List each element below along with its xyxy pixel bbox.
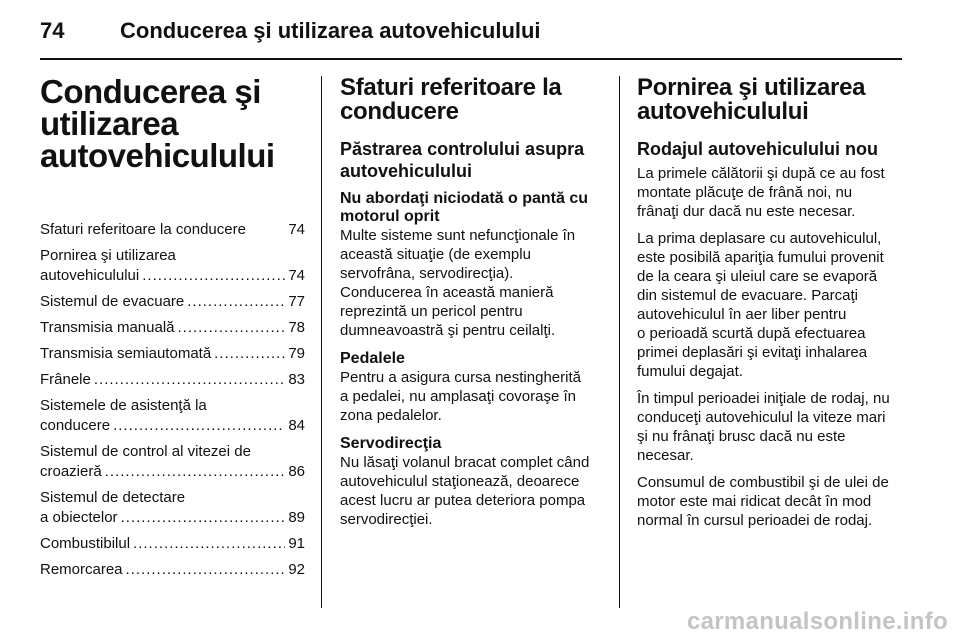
toc-leader-dots	[214, 344, 285, 364]
toc-line	[40, 266, 305, 286]
table-of-contents	[40, 220, 305, 580]
toc-entry-title: Remorcarea	[40, 561, 123, 578]
toc-entry[interactable]	[40, 318, 305, 338]
page-number: 74	[40, 18, 65, 43]
toc-leader-dots	[105, 462, 286, 482]
toc-line	[40, 534, 305, 554]
toc-entry[interactable]	[40, 370, 305, 390]
toc-leader-dots	[121, 508, 286, 528]
toc-page-number: 79	[288, 345, 305, 362]
toc-entry-title: Sistemele de asistenţă la	[40, 397, 207, 414]
toc-page-number: 84	[288, 417, 305, 434]
toc-page-number: 77	[288, 293, 305, 310]
toc-entry-title: Pornirea şi utilizarea	[40, 247, 176, 264]
toc-entry[interactable]	[40, 534, 305, 554]
paragraph-power-steering: Nu lăsaţi volanul bracat complet când autovehiculul staţionează, deoarece acest lucru ar putea deteriora pompa servodirecţiei.	[340, 454, 590, 528]
paragraph-running-in: La prima deplasare cu autovehiculul, este posibilă apariţia fumului provenit de la ceara şi uleiul care se evaporă din sistemul de evacuare. Parcaţi autovehiculul în aer liber pentru o perioadă scurtă după efectuarea primei deplasări şi evitaţi inhalarea fumului degajat.	[637, 230, 884, 380]
topic-title-engine-off: Nu abordaţi niciodată o pantă cu motorul oprit	[340, 190, 589, 225]
toc-line	[40, 442, 305, 462]
toc-line	[40, 220, 305, 240]
toc-line	[40, 344, 305, 364]
toc-entry-title: Sistemul de control al vitezei de	[40, 443, 251, 460]
toc-entry[interactable]	[40, 560, 305, 580]
toc-line	[40, 292, 305, 312]
subheading-running-in: Rodajul autovehiculului nou	[637, 139, 878, 159]
column-toc	[40, 73, 305, 586]
toc-entry[interactable]	[40, 292, 305, 312]
toc-line	[40, 560, 305, 580]
toc-line	[40, 246, 305, 266]
toc-page-number: 83	[288, 371, 305, 388]
toc-entry[interactable]	[40, 488, 305, 528]
watermark: carmanualsonline.info	[686, 608, 948, 635]
toc-line	[40, 396, 305, 416]
toc-line	[40, 318, 305, 338]
column-divider-1	[321, 76, 322, 608]
toc-leader-dots	[187, 292, 285, 312]
toc-leader-dots	[133, 534, 285, 554]
toc-line	[40, 488, 305, 508]
page-header	[40, 18, 902, 58]
topic-title-pedals: Pedalele	[340, 350, 405, 367]
paragraph-pedals: Pentru a asigura cursa nestingherită a pedalei, nu amplasaţi covoraşe în zona pedalelor.	[340, 369, 581, 424]
topic-title-power-steering: Servodirecţia	[340, 435, 442, 452]
paragraph-engine-off-2: Conducerea în această manieră reprezintă un pericol pentru dumneavoastră şi pentru ceilalţi.	[340, 284, 556, 339]
toc-page-number: 74	[288, 221, 305, 238]
toc-line	[40, 462, 305, 482]
running-header-title: Conducerea şi utilizarea autovehiculului	[120, 18, 541, 43]
column-starting-operating	[637, 76, 905, 538]
toc-line	[40, 508, 305, 528]
paragraph-running-in: Consumul de combustibil şi de ulei de motor este mai ridicat decât în mod normal în cursul perioadei de rodaj.	[637, 474, 889, 529]
toc-entry-title: Transmisia manuală	[40, 319, 175, 336]
toc-leader-dots	[142, 266, 285, 286]
column-divider-2	[619, 76, 620, 608]
toc-leader-dots	[94, 370, 285, 390]
toc-entry-title: Transmisia semiautomată	[40, 345, 212, 362]
toc-page-number: 89	[288, 509, 305, 526]
toc-page-number: 91	[288, 535, 305, 552]
toc-leader-dots	[178, 318, 286, 338]
toc-entry-title: Sistemul de evacuare	[40, 293, 185, 310]
toc-entry[interactable]	[40, 220, 305, 240]
paragraph-engine-off-1: Multe sisteme sunt nefuncţionale în această situaţie (de exemplu servofrâna, servodirecţia).	[340, 227, 576, 282]
toc-page-number: 74	[288, 267, 305, 284]
column-driving-tips	[340, 76, 606, 529]
toc-entry-title: Frânele	[40, 371, 91, 388]
paragraph-running-in: În timpul perioadei iniţiale de rodaj, nu conduceţi autovehiculul la viteze mari şi nu frânaţi brusc dacă nu este necesar.	[637, 390, 890, 464]
toc-entry-title: Combustibilul	[40, 535, 131, 552]
toc-leader-dots	[126, 560, 286, 580]
toc-leader-dots	[113, 416, 285, 436]
toc-page-number: 78	[288, 319, 305, 336]
section-heading-starting-operating: Pornirea şi utilizarea autovehiculului	[637, 74, 866, 125]
toc-entry[interactable]	[40, 396, 305, 436]
running-in-paragraphs	[637, 164, 905, 530]
toc-entry-title: Sistemul de detectare	[40, 489, 186, 506]
toc-entry[interactable]	[40, 442, 305, 482]
toc-entry[interactable]	[40, 246, 305, 286]
toc-page-number: 92	[288, 561, 305, 578]
paragraph-running-in: La primele călătorii şi după ce au fost montate plăcuţe de frână noi, nu frânaţi dur dacă nu este necesar.	[637, 165, 885, 220]
toc-line	[40, 416, 305, 436]
chapter-title: Conducerea şi utilizarea autovehiculului	[40, 73, 275, 174]
toc-line	[40, 370, 305, 390]
toc-entry-title: conducere	[40, 417, 111, 434]
toc-entry-title: Sfaturi referitoare la conducere	[40, 221, 246, 238]
header-rule	[40, 58, 902, 60]
subheading-vehicle-control: Păstrarea controlului asupra autovehiculului	[340, 139, 585, 181]
toc-page-number: 86	[288, 463, 305, 480]
toc-entry-title: a obiectelor	[40, 509, 118, 526]
toc-entry-title: croazieră	[40, 463, 102, 480]
toc-entry-title: autovehiculului	[40, 267, 140, 284]
toc-entry[interactable]	[40, 344, 305, 364]
section-heading-driving-tips: Sfaturi referitoare la conducere	[340, 74, 562, 125]
